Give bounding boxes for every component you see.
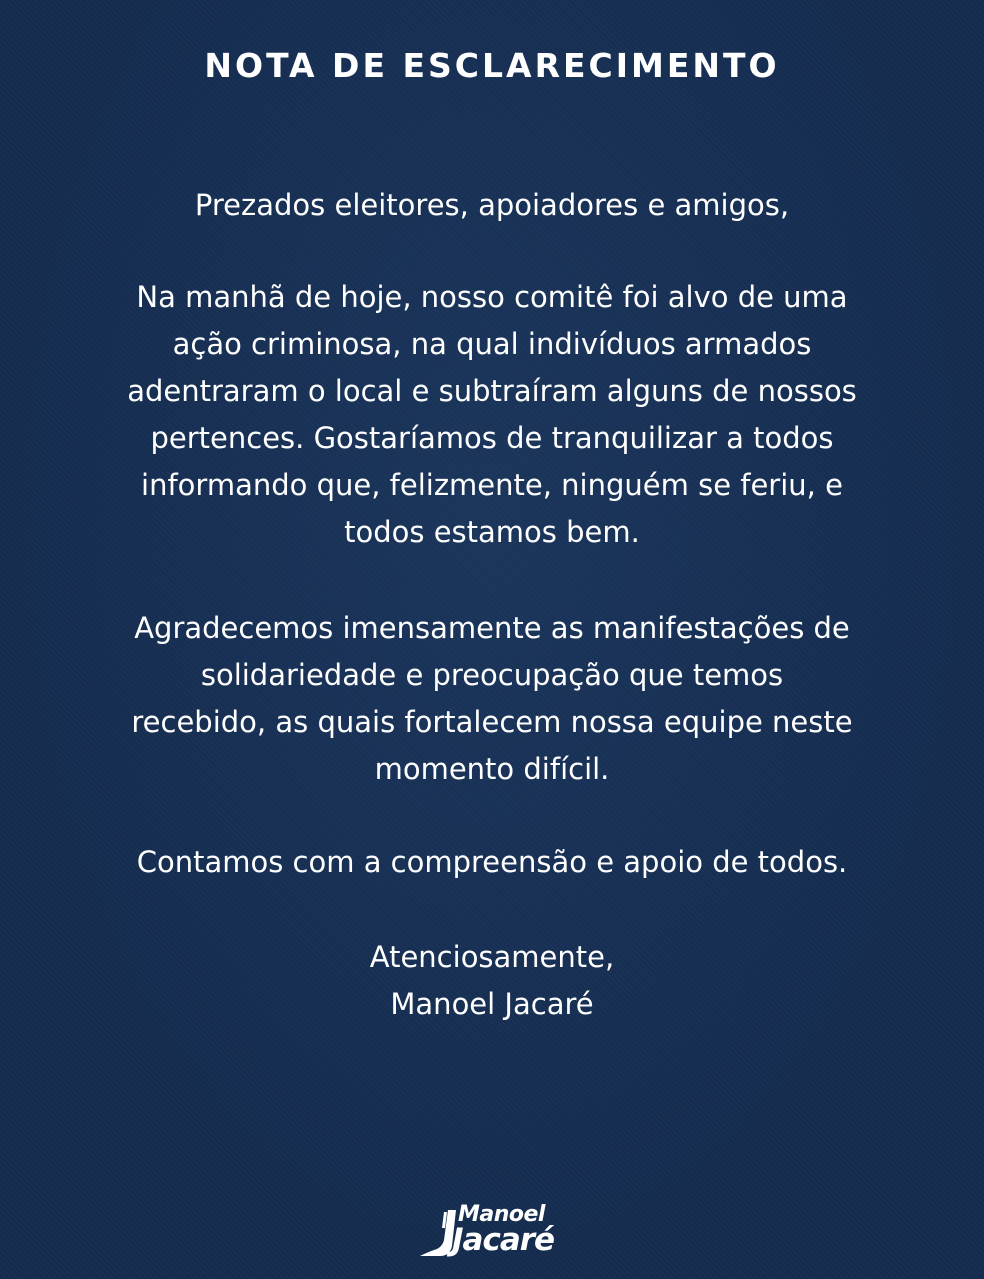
greeting-line: Prezados eleitores, apoiadores e amigos, <box>194 188 790 222</box>
paragraph-line: ação criminosa, na qual indivíduos armados <box>172 327 812 361</box>
paragraph-incident <box>0 274 984 556</box>
paragraph-support <box>0 839 984 886</box>
closing-block <box>0 934 984 1028</box>
paragraph-line: solidariedade e preocupação que temos <box>200 658 784 692</box>
paragraph-line: informando que, felizmente, ninguém se feriu, e <box>141 468 843 502</box>
signature-line: Manoel Jacaré <box>390 987 594 1021</box>
paragraph-thanks <box>0 605 984 793</box>
greeting <box>0 182 984 229</box>
paragraph-line: Agradecemos imensamente as manifestações de <box>134 611 850 645</box>
paragraph-line: pertences. Gostaríamos de tranquilizar a todos <box>150 421 834 455</box>
paragraph-line: Na manhã de hoje, nosso comitê foi alvo de uma <box>136 280 848 314</box>
paragraph-line: recebido, as quais fortalecem nossa equipe neste <box>131 705 853 739</box>
paragraph-line: Contamos com a compreensão e apoio de todos. <box>136 845 848 879</box>
manoel-jacare-logo <box>418 1202 568 1262</box>
closing-line: Atenciosamente, <box>369 940 615 974</box>
logo-first-name: Manoel <box>458 1202 545 1227</box>
paragraph-line: momento difícil. <box>374 752 610 786</box>
page-title: NOTA DE ESCLARECIMENTO <box>204 46 780 85</box>
paragraph-line: todos estamos bem. <box>344 515 640 549</box>
paragraph-line: adentraram o local e subtraíram alguns de nossos <box>127 374 857 408</box>
logo-last-name: Jacaré <box>452 1222 555 1258</box>
